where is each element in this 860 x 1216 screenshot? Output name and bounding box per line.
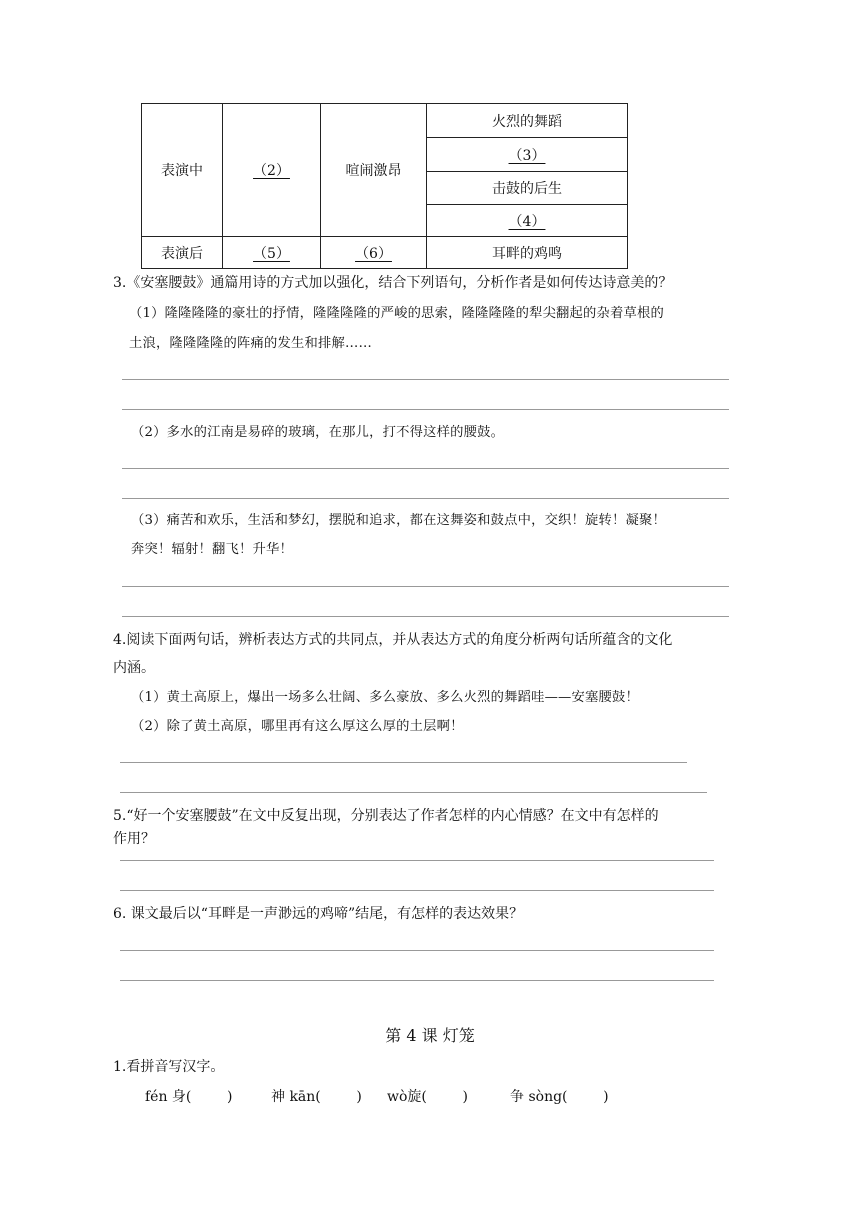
answer-line[interactable] (120, 762, 687, 763)
answer-line[interactable] (120, 950, 714, 951)
pinyin-item[interactable]: wò旋( ) (387, 1089, 468, 1105)
q4-sentence-1: （1）黄土高原上，爆出一场多么壮阔、多么豪放、多么火烈的舞蹈哇——安塞腰鼓！ (131, 690, 640, 705)
answer-line[interactable] (120, 890, 714, 891)
q3-sentence-3-cont: 奔突！辐射！翻飞！升华！ (131, 542, 293, 557)
question-4: 4.阅读下面两句话，辨析表达方式的共同点，并从表达方式的角度分析两句话所蕴含的文化 (113, 632, 673, 648)
table-cell-blank-4: （4） (427, 205, 628, 237)
table-cell-stage: 表演后 (142, 237, 223, 269)
lesson-title: 第 4 课 灯笼 (385, 1026, 475, 1045)
answer-line[interactable] (122, 379, 729, 380)
q3-sentence-1-cont: 土浪，隆隆隆隆的阵痛的发生和排解…… (129, 336, 372, 351)
table-cell-blank-6: （6） (321, 237, 427, 269)
answer-line[interactable] (122, 409, 729, 410)
table-cell-blank-3: （3） (427, 138, 628, 172)
answer-line[interactable] (122, 586, 729, 587)
lesson4-question-1: 1.看拼音写汉字。 (113, 1059, 225, 1075)
question-4-cont: 内涵。 (113, 660, 155, 676)
answer-line[interactable] (120, 860, 714, 861)
table-cell-blank-5: （5） (223, 237, 321, 269)
table-cell-blank-2: （2） (223, 104, 321, 237)
q3-sentence-3: （3）痛苦和欢乐，生活和梦幻，摆脱和追求，都在这舞姿和鼓点中，交织！旋转！凝聚！ (131, 513, 667, 528)
table-cell-item: 耳畔的鸡鸣 (427, 237, 628, 269)
answer-line[interactable] (122, 468, 729, 469)
answer-line[interactable] (120, 980, 714, 981)
summary-table (141, 103, 628, 269)
pinyin-item[interactable]: 争 sòng( ) (510, 1089, 609, 1105)
answer-line[interactable] (122, 616, 729, 617)
q3-sentence-1: （1）隆隆隆隆的豪壮的抒情，隆隆隆隆的严峻的思索，隆隆隆隆的犁尖翻起的杂着草根的 (129, 306, 665, 321)
answer-line[interactable] (122, 498, 729, 499)
table-cell-item: 火烈的舞蹈 (427, 104, 628, 138)
table-cell-item: 击鼓的后生 (427, 172, 628, 205)
table-cell-mood: 喧闹激昂 (321, 104, 427, 237)
question-5: 5.“好一个安塞腰鼓”在文中反复出现，分别表达了作者怎样的内心情感？在文中有怎样的 (113, 808, 659, 824)
pinyin-item[interactable]: 神 kān( ) (271, 1089, 362, 1105)
answer-line[interactable] (120, 792, 707, 793)
table-cell-stage: 表演中 (142, 104, 223, 237)
question-3: 3.《安塞腰鼓》通篇用诗的方式加以强化，结合下列语句，分析作者是如何传达诗意美的？ (113, 275, 673, 291)
q3-sentence-2: （2）多水的江南是易碎的玻璃，在那儿，打不得这样的腰鼓。 (131, 425, 505, 440)
pinyin-item[interactable]: fén 身( ) (145, 1089, 233, 1105)
question-5-cont: 作用？ (113, 831, 155, 847)
question-6: 6. 课文最后以“耳畔是一声渺远的鸡啼”结尾，有怎样的表达效果？ (113, 906, 524, 922)
q4-sentence-2: （2）除了黄土高原，哪里再有这么厚这么厚的土层啊！ (131, 719, 464, 734)
